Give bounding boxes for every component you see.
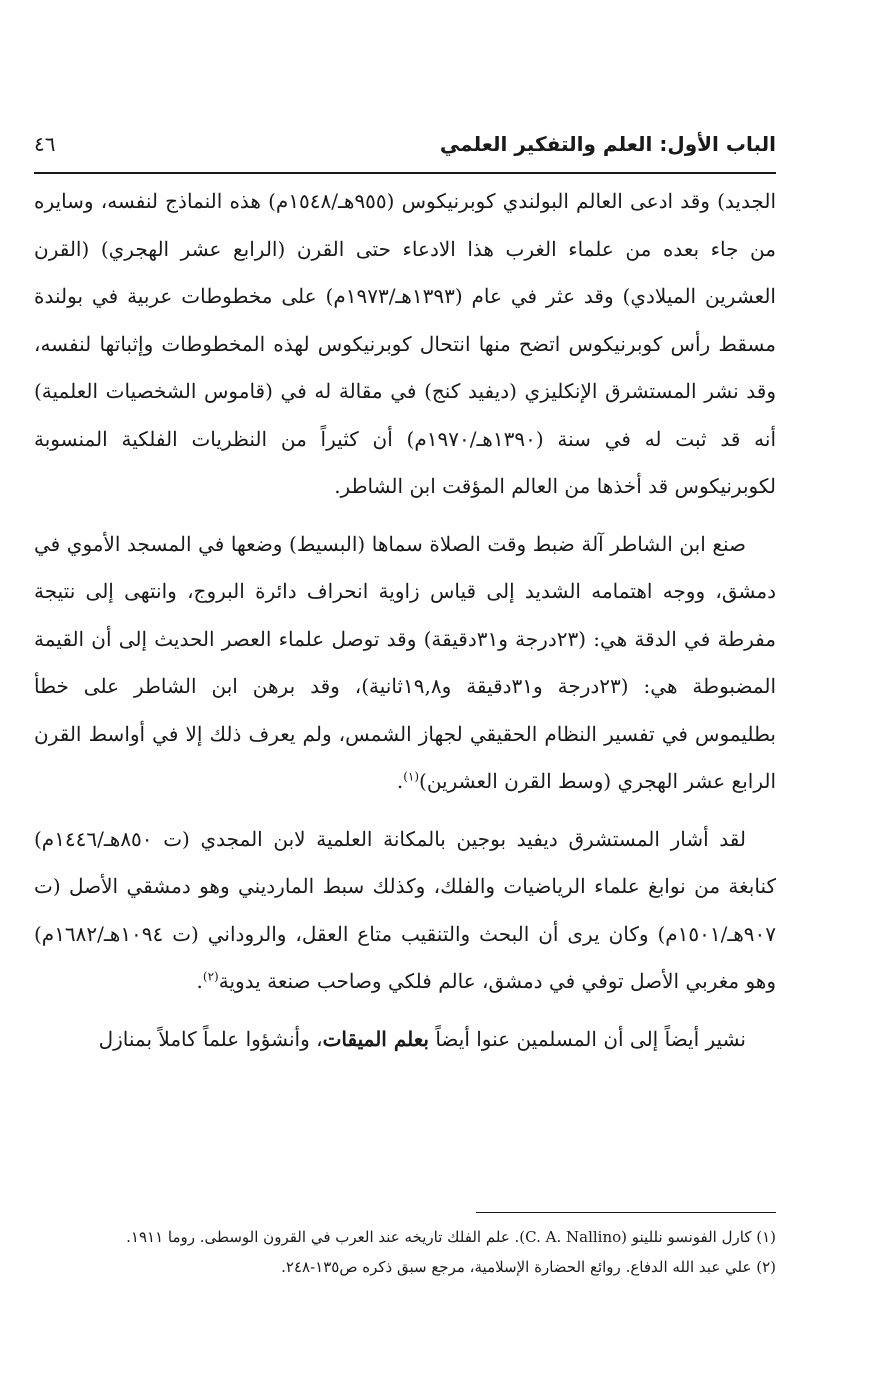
paragraph-ibn-al-shatir	[34, 521, 776, 806]
paragraph-copernicus	[34, 178, 776, 511]
running-title: الباب الأول: العلم والتفكير العلمي	[439, 132, 776, 156]
paragraph-end: .	[396, 769, 404, 793]
body-text	[34, 178, 776, 1063]
footnote-ref-2[interactable]: (٢)	[202, 969, 219, 984]
footnote-2	[34, 1252, 776, 1282]
page-header	[34, 122, 776, 166]
footnote-1-latin-name: C. A. Nallino	[525, 1228, 622, 1246]
paragraph-text-continued: ، وأنشؤوا علماً كاملاً بمنازل	[98, 1026, 323, 1051]
footnote-1-text-end: ). علم الفلك تاريخه عند العرب في القرون الوسطى. روما ١٩١١.	[126, 1228, 526, 1246]
footnote-ref-1[interactable]: (١)	[403, 769, 420, 784]
paragraph-text: صنع ابن الشاطر آلة ضبط وقت الصلاة سماها (البسيط) وضعها في المسجد الأموي في دمشق، ووجه اهتمامه الشديد إلى قياس زاوية انحراف دائرة البروج، وانتهى إلى نتيجة مفرطة في الدقة هي: (٢٣درجة و٣١دقيقة) وقد توصل علماء العصر الحديث إلى أن القيمة المضبوطة هي: (٢٣درجة و٣١دقيقة و١٩,٨ثانية)، وقد برهن ابن الشاطر على خطأ بطليموس في تفسير النظام الحقيقي لجهاز الشمس، ولم يعرف ذلك إلا في أواسط القرن الرابع عشر الهجري (وسط القرن العشرين)	[34, 531, 776, 793]
bold-term: بعلم الميقات	[322, 1026, 429, 1051]
footnotes	[34, 1222, 776, 1282]
footnote-2-text: (٢) علي عبد الله الدفاع. روائع الحضارة الإسلامية، مرجع سبق ذكره ص١٣٥-٢٤٨.	[281, 1258, 776, 1276]
footnote-separator	[476, 1212, 776, 1213]
page-number: ٤٦	[34, 132, 56, 156]
paragraph-text: الجديد) وقد ادعى العالم البولندي كوبرنيكوس (٩٥٥هـ/١٥٤٨م) هذه النماذج لنفسه، وسايره من جاء بعده من علماء الغرب هذا الادعاء حتى القرن (الرابع عشر الهجري) (القرن العشرين الميلادي) وقد عثر في عام (١٣٩٣هـ/١٩٧٣م) على مخطوطات عربية في بولندة مسقط رأس كوبرنيكوس اتضح منها انتحال كوبرنيكوس لهذه المخطوطات وإثباتها لنفسه، وقد نشر المستشرق الإنكليزي (ديفيد كنج) في مقالة له في (قاموس الشخصيات العلمية) أنه قد ثبت له في سنة (١٣٩٠هـ/١٩٧٠م) أن كثيراً من النظريات الفلكية المنسوبة لكوبرنيكوس قد أخذها من العالم المؤقت ابن الشاطر.	[34, 189, 776, 498]
paragraph-end: .	[196, 969, 203, 993]
header-rule	[34, 172, 776, 174]
footnote-1-text: (١) كارل الفونسو نللينو (	[621, 1228, 776, 1246]
paragraph-miqat	[34, 1016, 776, 1064]
paragraph-text: نشير أيضاً إلى أن المسلمين عنوا أيضاً	[428, 1026, 746, 1051]
paragraph-text: لقد أشار المستشرق ديفيد بوجين بالمكانة العلمية لابن المجدي (ت ٨٥٠هـ/١٤٤٦م) كنابغة من نوابغ علماء الرياضيات والفلك، وكذلك سبط المارديني وهو دمشقي الأصل (ت ٩٠٧هـ/١٥٠١م) وكان يرى أن البحث والتنقيب متاع العقل، والروداني (ت ١٠٩٤هـ/١٦٨٢م) وهو مغربي الأصل توفي في دمشق، عالم فلكي وصاحب صنعة يدوية	[34, 826, 776, 993]
footnote-1	[34, 1222, 776, 1252]
paragraph-astronomers	[34, 816, 776, 1006]
